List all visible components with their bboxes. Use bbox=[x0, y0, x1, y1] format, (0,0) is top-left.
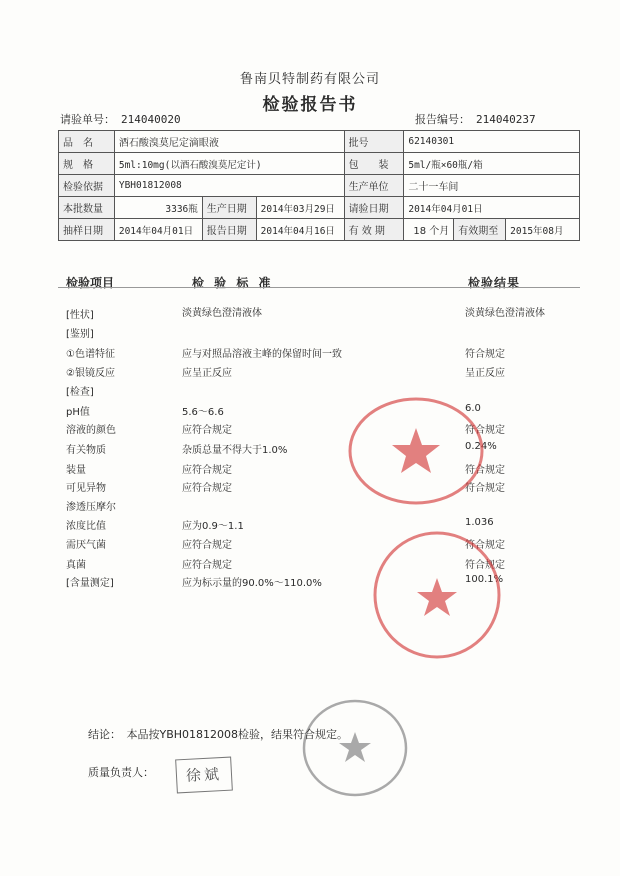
table-row bbox=[59, 131, 580, 153]
qty-label: 本批数量 bbox=[59, 197, 115, 219]
row-standard: 应呈正反应 bbox=[182, 368, 232, 379]
table-row bbox=[59, 153, 580, 175]
basis-value: YBH01812008 bbox=[114, 175, 344, 197]
row-standard: 应符合规定 bbox=[182, 560, 232, 571]
sample-date-label: 抽样日期 bbox=[59, 219, 115, 241]
report-number bbox=[415, 111, 536, 127]
column-header-item: 检验项目 bbox=[66, 276, 115, 290]
pack-label: 包 装 bbox=[344, 153, 404, 175]
row-result: 100.1% bbox=[465, 574, 504, 585]
quality-stamp-2 bbox=[372, 530, 502, 660]
row-item-name: 浓度比值 bbox=[66, 521, 106, 532]
request-number bbox=[60, 111, 181, 127]
sample-date-value: 2014年04月01日 bbox=[114, 219, 202, 241]
row-result: 符合规定 bbox=[465, 540, 505, 551]
row-item-name: 溶液的颜色 bbox=[66, 425, 116, 436]
row-result: 呈正反应 bbox=[465, 368, 505, 379]
basis-label: 检验依据 bbox=[59, 175, 115, 197]
validity-value: 18 个月 bbox=[404, 219, 454, 241]
row-item-name: 装量 bbox=[66, 465, 86, 476]
row-result: 1.036 bbox=[465, 517, 494, 528]
row-item-name: 渗透压摩尔 bbox=[66, 502, 116, 513]
request-number-value: 214040020 bbox=[121, 113, 181, 126]
row-item-name: ②银镜反应 bbox=[66, 368, 115, 379]
row-item-name: [鉴别] bbox=[66, 329, 94, 340]
table-row bbox=[59, 219, 580, 241]
table-row bbox=[59, 175, 580, 197]
row-item-name: [含量测定] bbox=[66, 578, 114, 589]
row-standard: 5.6～6.6 bbox=[182, 407, 224, 418]
row-item-name: 需厌气菌 bbox=[66, 540, 106, 551]
conclusion-text: 结论： 本品按YBH01812008检验，结果符合规定。 bbox=[88, 728, 349, 741]
row-standard: 应符合规定 bbox=[182, 540, 232, 551]
report-number-value: 214040237 bbox=[476, 113, 536, 126]
row-standard: 应符合规定 bbox=[182, 425, 232, 436]
table-row bbox=[59, 197, 580, 219]
row-standard: 杂质总量不得大于1.0% bbox=[182, 445, 288, 456]
pack-value: 5ml/瓶×60瓶/箱 bbox=[404, 153, 580, 175]
row-standard: 应为0.9～1.1 bbox=[182, 521, 244, 532]
batch-value: 62140301 bbox=[404, 131, 580, 153]
column-header-standard: 检 验 标 准 bbox=[192, 276, 274, 290]
report-number-label: 报告编号： bbox=[415, 113, 470, 126]
row-result: 符合规定 bbox=[465, 425, 505, 436]
row-standard: 应符合规定 bbox=[182, 483, 232, 494]
row-result: 符合规定 bbox=[465, 349, 505, 360]
qa-signature: 徐斌 bbox=[175, 757, 233, 794]
request-date-value: 2014年04月01日 bbox=[404, 197, 580, 219]
report-title: 检验报告书 bbox=[262, 95, 358, 115]
spec-value: 5ml:10mg(以酒石酸溴莫尼定计) bbox=[114, 153, 344, 175]
validity-label: 有 效 期 bbox=[344, 219, 404, 241]
row-standard: 应与对照品溶液主峰的保留时间一致 bbox=[182, 349, 342, 360]
company-name: 鲁南贝特制药有限公司 bbox=[239, 72, 380, 87]
row-item-name: pH值 bbox=[66, 407, 90, 418]
quality-stamp-1 bbox=[346, 396, 486, 506]
row-result: 符合规定 bbox=[465, 465, 505, 476]
row-result: 符合规定 bbox=[465, 483, 505, 494]
mfg-date-label: 生产日期 bbox=[202, 197, 256, 219]
row-item-name: [性状] bbox=[66, 310, 94, 321]
header-table bbox=[58, 130, 580, 241]
row-item-name: 真菌 bbox=[66, 560, 86, 571]
qty-value: 3336瓶 bbox=[114, 197, 202, 219]
expiry-label: 有效期至 bbox=[454, 219, 506, 241]
row-item-name: 有关物质 bbox=[66, 445, 106, 456]
product-label: 品 名 bbox=[59, 131, 115, 153]
row-item-name: ①色谱特征 bbox=[66, 349, 115, 360]
row-standard: 应符合规定 bbox=[182, 465, 232, 476]
mfg-date-value: 2014年03月29日 bbox=[256, 197, 344, 219]
row-result: 6.0 bbox=[465, 403, 481, 414]
row-standard: 淡黄绿色澄清液体 bbox=[182, 308, 262, 319]
batch-label: 批号 bbox=[344, 131, 404, 153]
spec-label: 规 格 bbox=[59, 153, 115, 175]
row-item-name: [检查] bbox=[66, 387, 94, 398]
report-date-label: 报告日期 bbox=[202, 219, 256, 241]
section-divider bbox=[58, 287, 580, 288]
column-header-result: 检验结果 bbox=[468, 276, 521, 290]
report-date-value: 2014年04月16日 bbox=[256, 219, 344, 241]
qa-responsible-label: 质量负责人： bbox=[88, 766, 154, 779]
unit-label: 生产单位 bbox=[344, 175, 404, 197]
product-value: 酒石酸溴莫尼定滴眼液 bbox=[114, 131, 344, 153]
inspection-seal bbox=[301, 698, 409, 798]
row-result: 符合规定 bbox=[465, 560, 505, 571]
row-standard: 应为标示量的90.0%～110.0% bbox=[182, 578, 322, 589]
request-number-label: 请验单号： bbox=[60, 113, 115, 126]
row-result: 淡黄绿色澄清液体 bbox=[465, 308, 545, 319]
expiry-value: 2015年08月 bbox=[506, 219, 580, 241]
request-date-label: 请验日期 bbox=[344, 197, 404, 219]
row-item-name: 可见异物 bbox=[66, 483, 106, 494]
unit-value: 二十一车间 bbox=[404, 175, 580, 197]
row-result: 0.24% bbox=[465, 441, 497, 452]
